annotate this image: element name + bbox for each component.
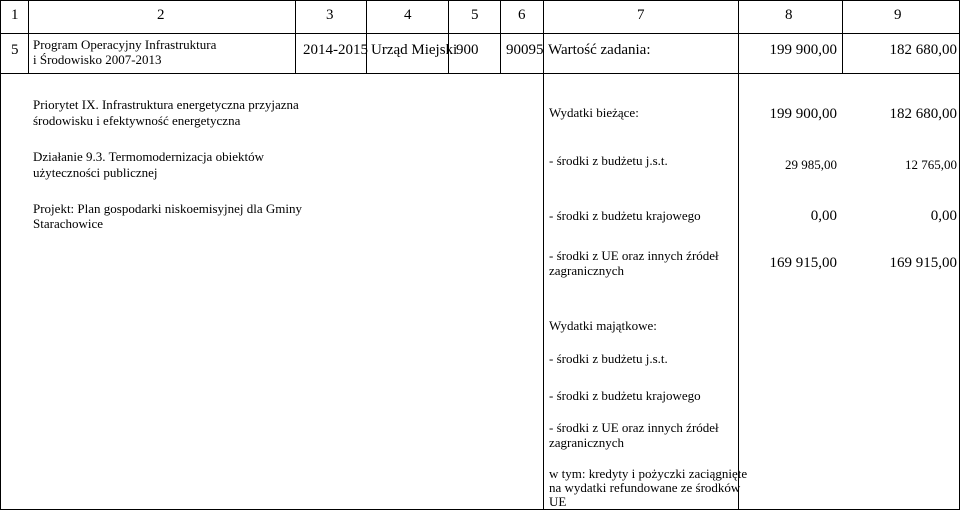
current-expenses-col9: 182 680,00 <box>889 106 957 122</box>
current-expenses-label: Wydatki bieżące: <box>549 105 639 120</box>
capital-eu-line1: - środki z UE oraz innych źródeł <box>549 420 719 435</box>
priority-line1: Priorytet IX. Infrastruktura energetyczna przyjazna <box>33 97 299 112</box>
row-lp: 5 <box>11 42 19 58</box>
main-row-divider <box>0 73 960 74</box>
header-col-2: 2 <box>157 7 165 23</box>
current-eu-line1: - środki z UE oraz innych źródeł <box>549 248 719 263</box>
row-dzial: 900 <box>456 42 479 58</box>
action-line1: Działanie 9.3. Termomodernizacja obiektów <box>33 149 264 164</box>
row-unit: Urząd Miejski <box>371 42 458 58</box>
table-border-top <box>0 0 960 1</box>
action-line2: użyteczności publicznej <box>33 165 158 180</box>
capital-expenses-label: Wydatki majątkowe: <box>549 318 657 333</box>
header-col-1: 1 <box>11 7 19 23</box>
current-eu-col9: 169 915,00 <box>889 255 957 271</box>
detail-row-divider <box>0 509 960 510</box>
capital-eu-line2: zagranicznych <box>549 435 625 450</box>
task-value-col8: 199 900,00 <box>769 42 837 58</box>
row-years: 2014-2015 <box>303 42 368 58</box>
current-eu-line2: zagranicznych <box>549 263 625 278</box>
capital-note-line3: UE <box>549 494 567 509</box>
col-divider-7 <box>738 0 739 510</box>
current-national-label: - środki z budżetu krajowego <box>549 208 701 223</box>
header-col-5: 5 <box>471 7 479 23</box>
capital-note-line1: w tym: kredyty i pożyczki zaciągnięte <box>549 466 748 481</box>
project-line1: Projekt: Plan gospodarki niskoemisyjnej dla Gminy <box>33 201 303 216</box>
current-eu-col8: 169 915,00 <box>769 255 837 271</box>
col-divider-2 <box>295 0 296 74</box>
task-value-col9: 182 680,00 <box>889 42 957 58</box>
col-divider-8 <box>842 0 843 74</box>
header-col-8: 8 <box>785 7 793 23</box>
header-col-3: 3 <box>326 7 334 23</box>
project-line2: Starachowice <box>33 216 104 231</box>
capital-national-label: - środki z budżetu krajowego <box>549 388 701 403</box>
program-name-line2: i Środowisko 2007-2013 <box>33 52 162 67</box>
current-expenses-col8: 199 900,00 <box>769 106 837 122</box>
task-value-label: Wartość zadania: <box>548 42 651 58</box>
header-col-4: 4 <box>404 7 412 23</box>
col-divider-6 <box>543 0 544 510</box>
current-national-col8: 0,00 <box>810 208 837 224</box>
current-jst-col8: 29 985,00 <box>785 157 837 172</box>
header-col-9: 9 <box>894 7 902 23</box>
col-divider-5 <box>500 0 501 74</box>
current-national-col9: 0,00 <box>930 208 957 224</box>
capital-note-line2: na wydatki refundowane ze środków <box>549 480 741 495</box>
col-divider-3 <box>366 0 367 74</box>
header-col-6: 6 <box>518 7 526 23</box>
header-row-divider <box>0 33 960 34</box>
current-jst-col9: 12 765,00 <box>905 157 957 172</box>
program-name-line1: Program Operacyjny Infrastruktura <box>33 37 217 52</box>
col-divider-4 <box>448 0 449 74</box>
current-jst-label: - środki z budżetu j.s.t. <box>549 153 668 168</box>
header-col-7: 7 <box>637 7 645 23</box>
table-border-left <box>0 0 1 510</box>
priority-line2: środowisku i efektywność energetyczna <box>33 113 241 128</box>
col-divider-1 <box>28 0 29 74</box>
capital-jst-label: - środki z budżetu j.s.t. <box>549 351 668 366</box>
row-rozdzial: 90095 <box>506 42 544 58</box>
